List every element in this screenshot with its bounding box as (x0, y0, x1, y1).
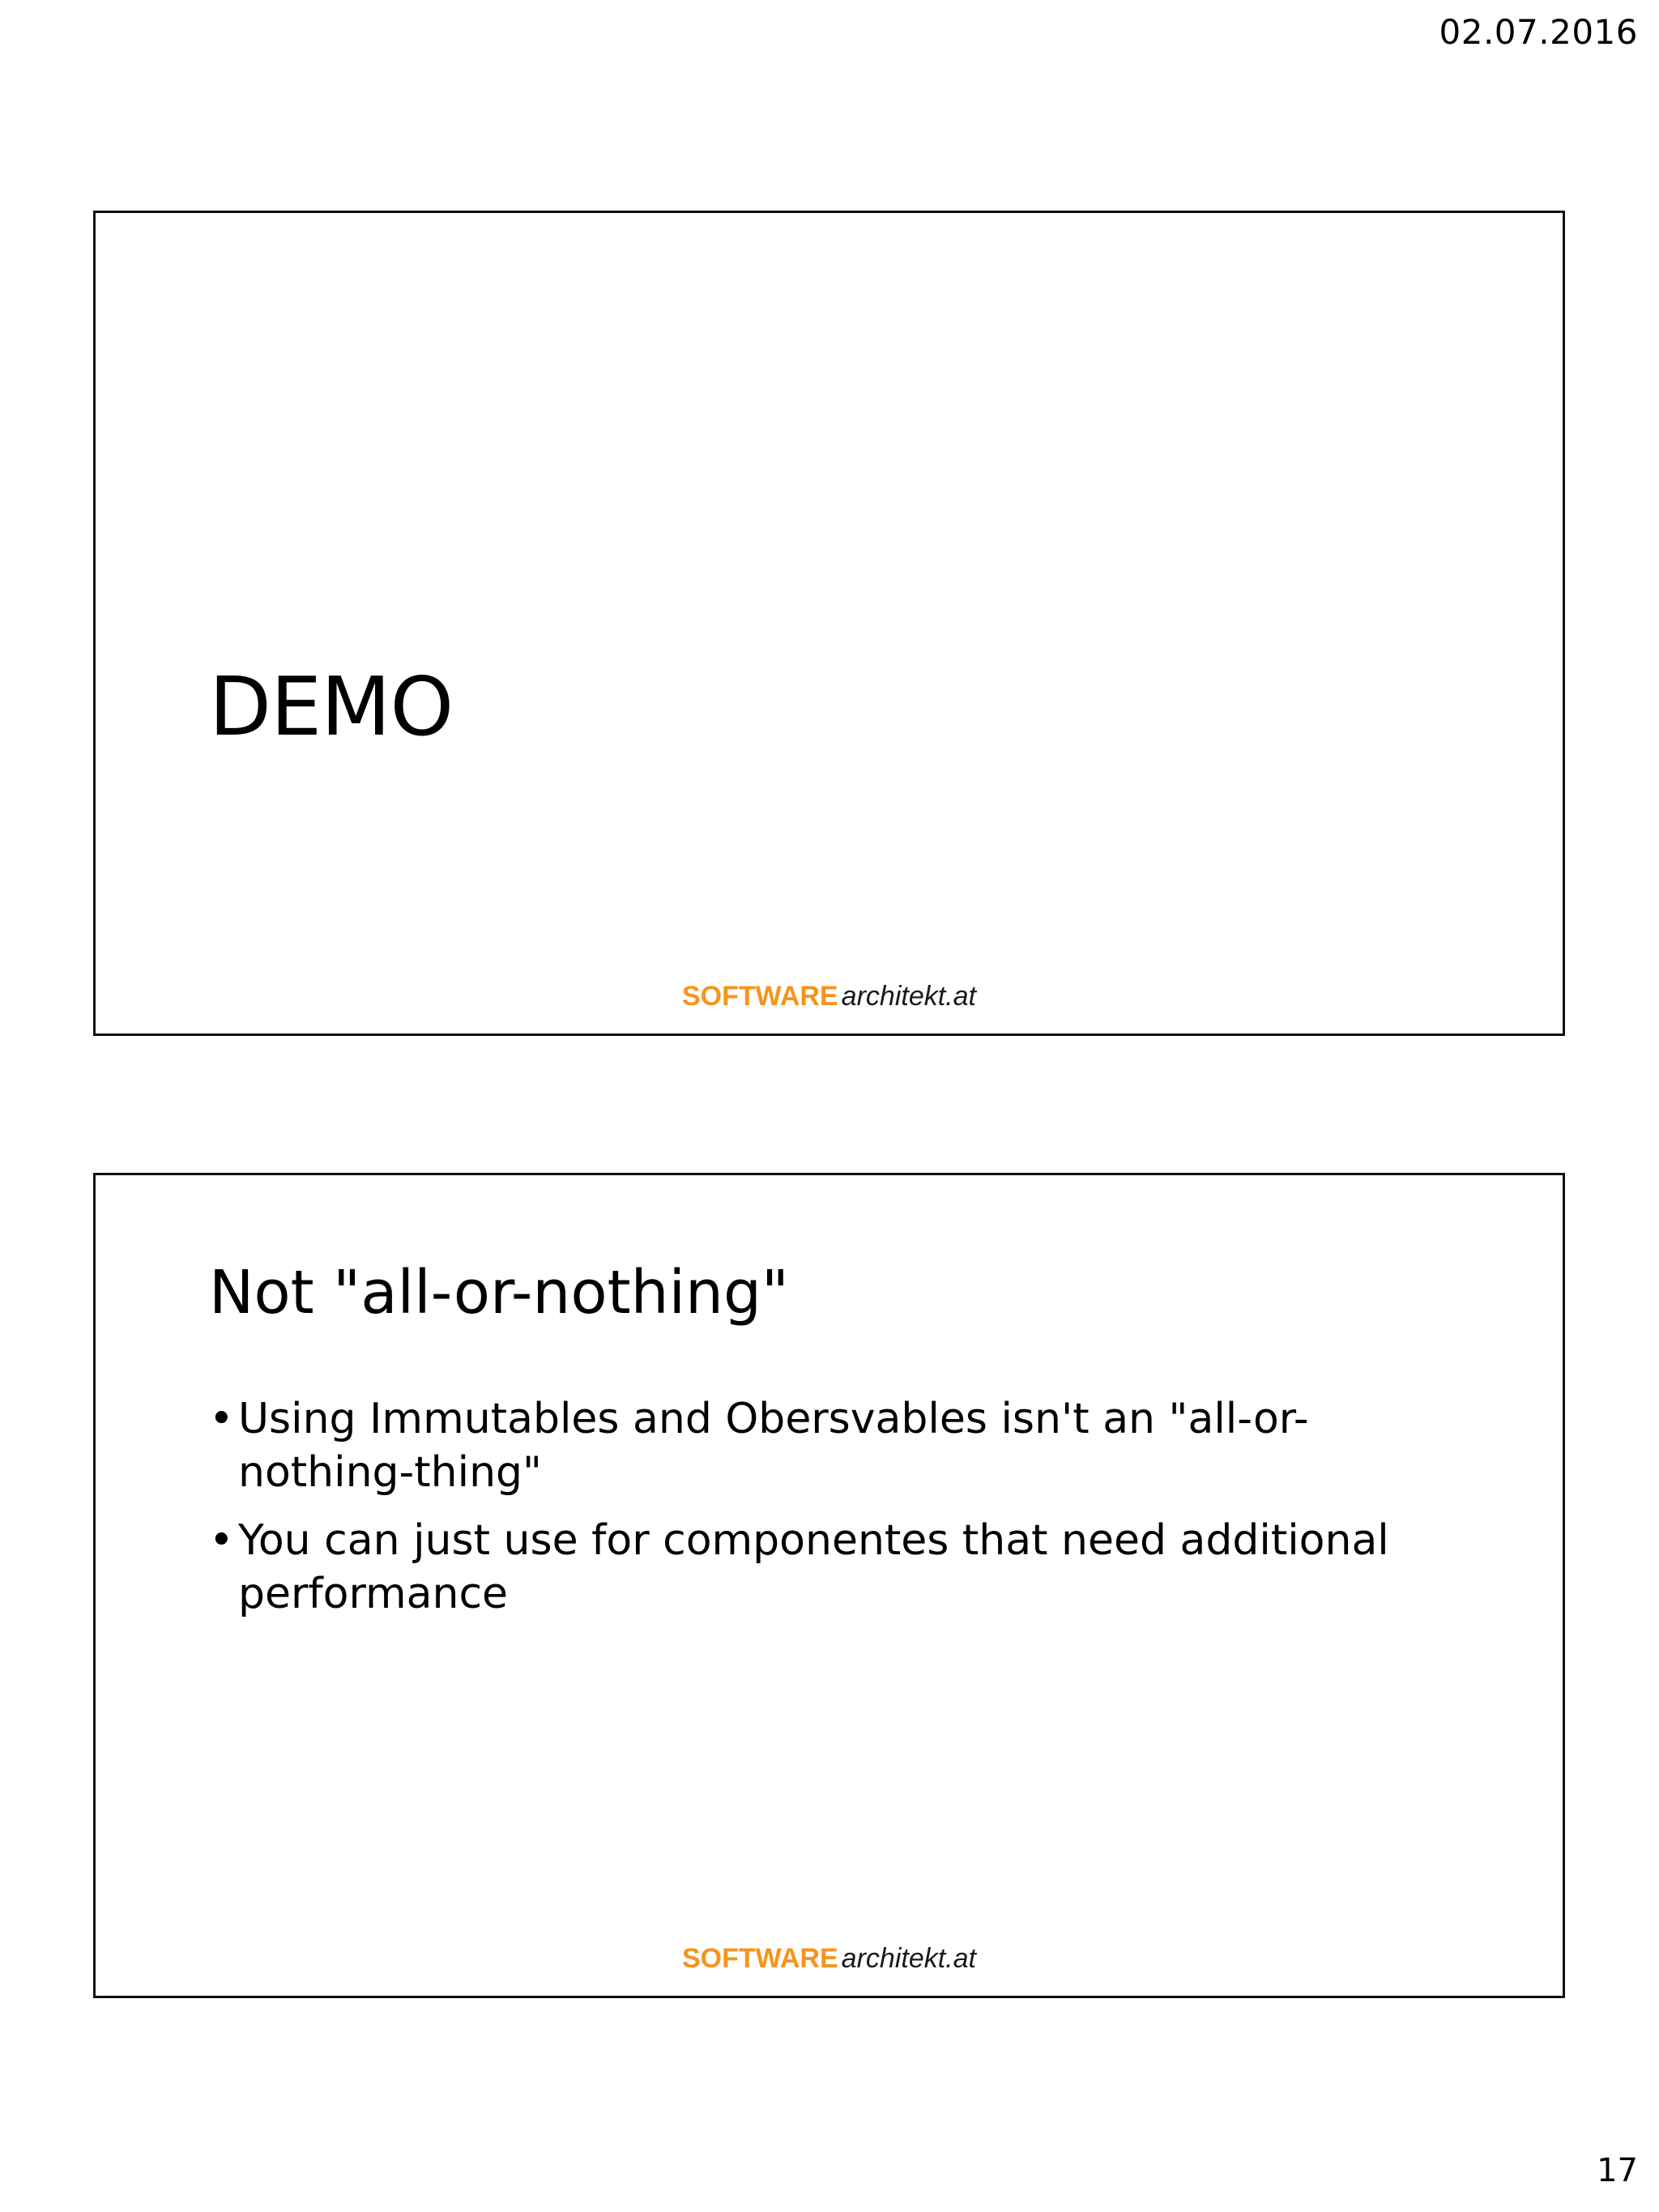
bullet-item (209, 1392, 1473, 1499)
bullet-item (209, 1514, 1473, 1621)
slide-demo (93, 211, 1565, 1036)
logo-software-text: SOFTWARE (682, 981, 838, 1012)
bullet-list (209, 1392, 1473, 1635)
footer-logo (96, 980, 1563, 1012)
bullet-text: You can just use for componentes that need additional performance (238, 1516, 1389, 1618)
slide-not-all-or-nothing (93, 1173, 1565, 1998)
page-date: 02.07.2016 (1439, 12, 1638, 52)
bullet-dot-icon: • (209, 1516, 234, 1565)
slide-title: DEMO (209, 659, 454, 754)
footer-logo (96, 1942, 1563, 1975)
page-number: 17 (1597, 2152, 1638, 2189)
bullet-dot-icon: • (209, 1395, 234, 1443)
logo-domain-text: architekt.at (841, 981, 976, 1012)
logo-software-text: SOFTWARE (682, 1943, 838, 1974)
slide-title: Not "all-or-nothing" (209, 1258, 789, 1328)
bullet-text: Using Immutables and Obersvables isn't an "all-or-nothing-thing" (238, 1395, 1309, 1497)
logo-domain-text: architekt.at (841, 1943, 976, 1974)
